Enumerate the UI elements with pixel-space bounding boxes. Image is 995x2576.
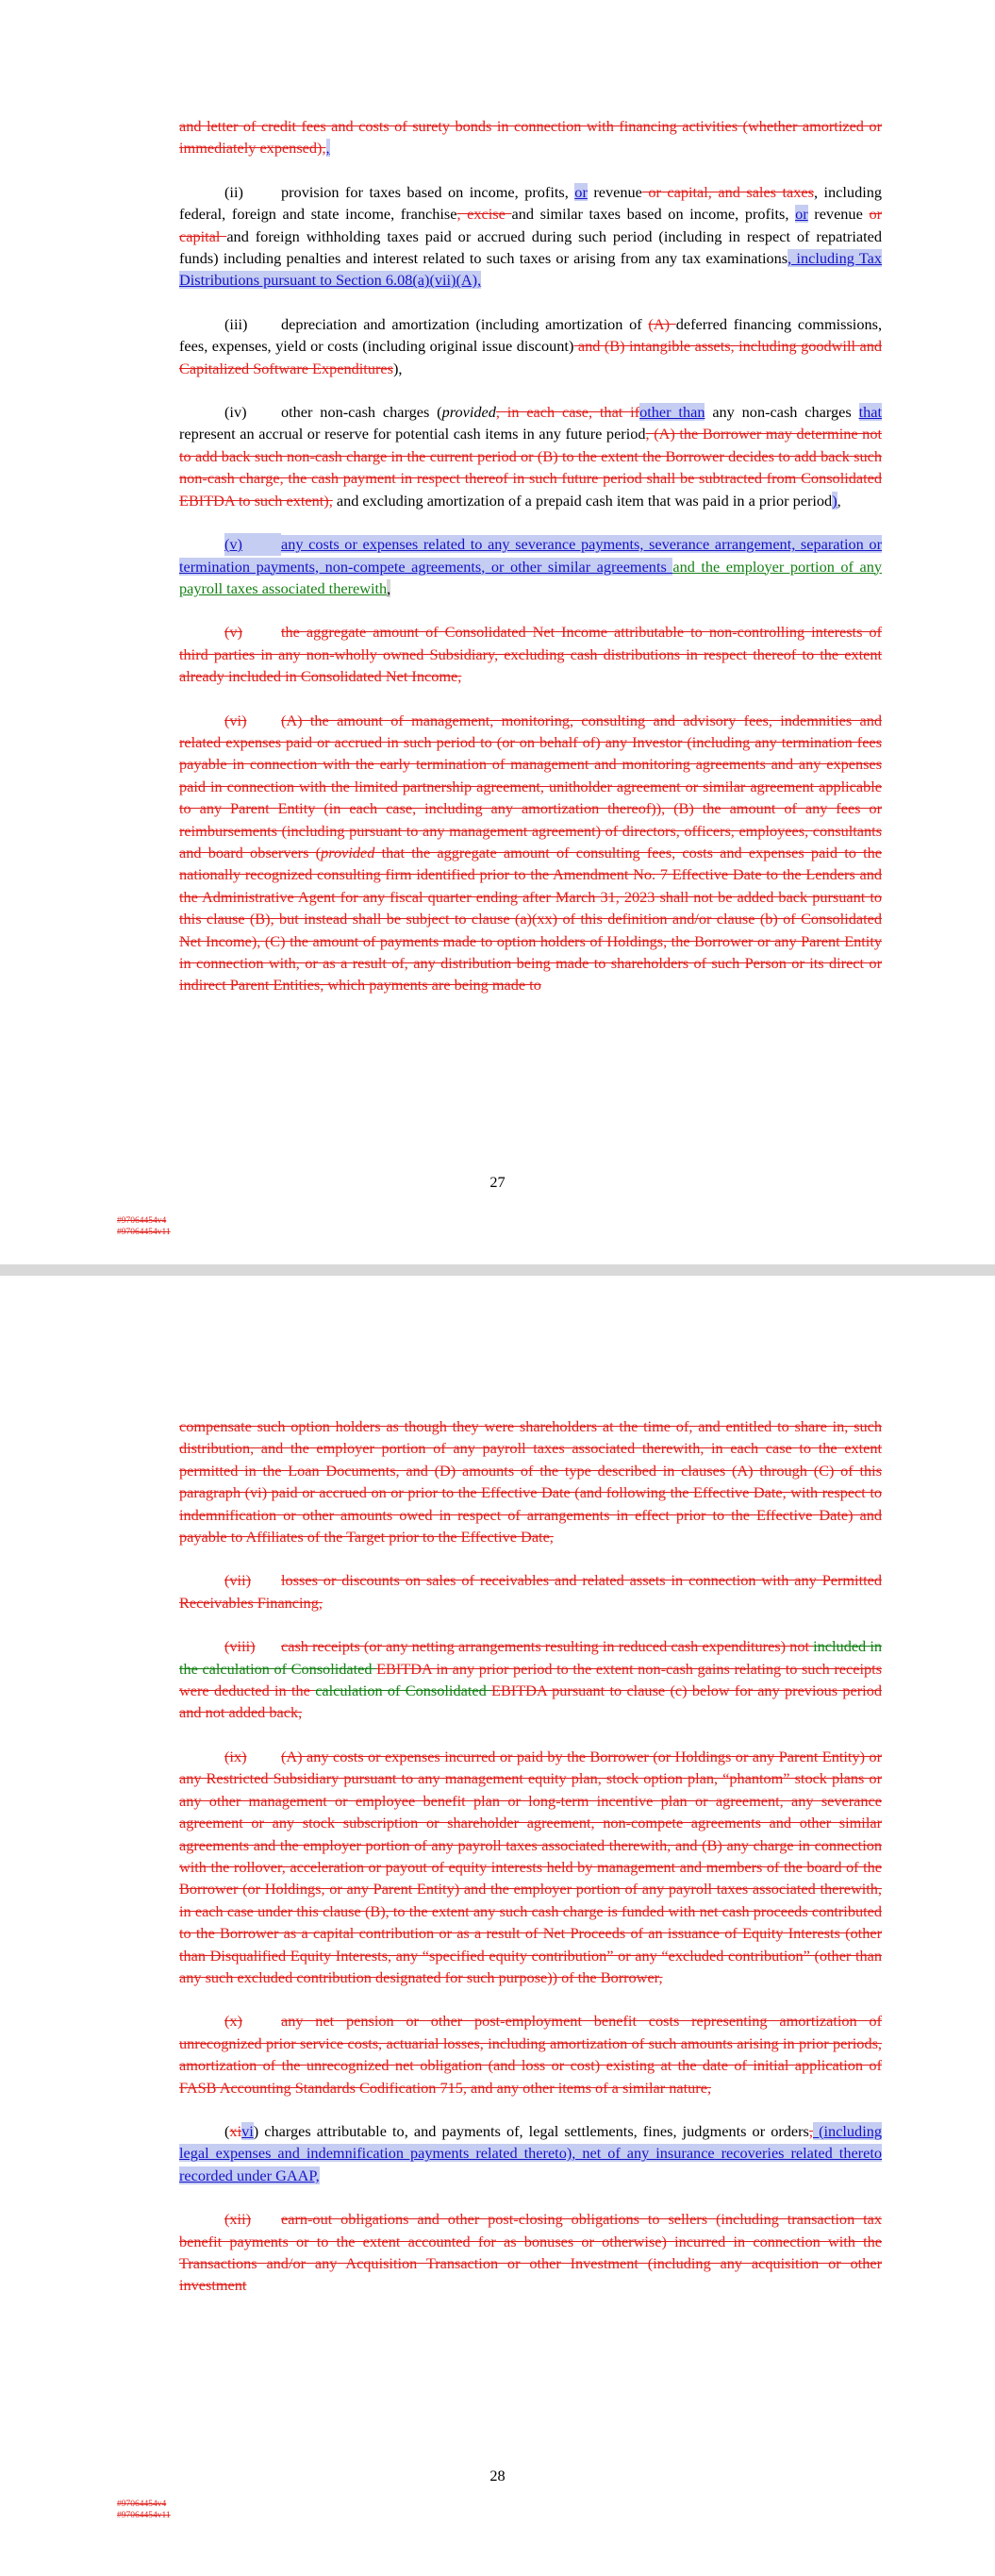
text-run: revenue — [587, 182, 642, 201]
clause-label: (v) — [224, 533, 281, 555]
deleted-text: any net pension or other post-employment benefit costs representing amortization of unrecognized prior service costs, actuarial losses, including amortization of such amounts arising in prior periods, amortization of the unrecognized net obligation (and loss or cost) existing at the date of initial application of FASB Accounting Standards Codification 715, and any other items of a similar nature, — [179, 2012, 882, 2097]
moved-text: and the employer portion of any payroll taxes associated therewith — [179, 557, 882, 597]
clause-label: (xii) — [224, 2210, 252, 2229]
clause-label: (iv) — [224, 403, 247, 422]
deleted-text: losses or discounts on sales of receivables and related assets in connection with any Permitted Receivables Financing, — [179, 1571, 882, 1612]
inserted-text: that — [858, 403, 882, 422]
inserted-text: other than — [639, 403, 705, 422]
text-run: and foreign withholding taxes paid or accrued during such period (including in respect of repatriated funds) including penalties and interest related to such taxes or arising from any tax examinations — [179, 226, 882, 268]
inserted-text: or — [574, 182, 588, 201]
doc-id-old: #97064454v4 — [117, 1216, 167, 1226]
deleted-text: , — [808, 2121, 813, 2140]
text-run: other non-cash charges ( — [281, 403, 442, 422]
clause-label: (ix) — [224, 1747, 247, 1765]
deleted-text: cash receipts (or any netting arrangements resulting in reduced cash expenditures) not — [281, 1637, 814, 1656]
text-run: ), — [392, 359, 403, 377]
page-27-body — [179, 115, 882, 1018]
deleted-text: EBITDA in any prior period to the extent non-cash gains relating to such receipts were deducted in the — [179, 1659, 883, 1700]
paragraph-v-inserted — [179, 533, 882, 599]
deleted-text: EBITDA pursuant to clause (c) below for any previous period and not added back, — [179, 1681, 882, 1722]
deleted-text: compensate such option holders as though they were shareholders at the time of, and entitled to share in, such distribution, and the employer portion of any payroll taxes associated therewith, in each case to the extent permitted in the Loan Documents, and (D) amounts of the type described in clauses (A) through (C) of this paragraph (vi) paid or accrued on or prior to the Effective Date (and following the Effective Date, with respect to indemnification or other amounts owed in respect of arrangements in effect prior to the Effective Date) and payable to Affiliates of the Target prior to the Effective Date, — [179, 1417, 882, 1547]
deleted-text: , excise — [456, 205, 512, 224]
doc-id-old: #97064454v4 — [117, 2500, 167, 2509]
text-run: provision for taxes based on income, profits, — [281, 182, 575, 201]
text-run: and excluding amortization of a prepaid cash item that was paid in a prior period — [332, 491, 833, 510]
deleted-text: and (B) intangible assets, including goodwill and Capitalized Software Expenditures — [179, 337, 882, 377]
text-run: any non-cash charges — [705, 403, 859, 422]
deleted-text: the aggregate amount of Consolidated Net Income attributable to non-controlling interests of third parties in any non-wholly owned Subsidiary, excluding cash distributions in respect thereof to the extent already included in Consolidated Net Income, — [179, 623, 882, 686]
clause-label: (ii) — [224, 182, 243, 201]
deleted-text: calculation of Consolidated — [315, 1681, 492, 1700]
text-run: and similar taxes based on income, profits, — [511, 205, 796, 224]
inserted-text: , — [325, 139, 330, 158]
text-run: , — [837, 491, 841, 510]
document-id-footer — [117, 2499, 171, 2521]
text-run: charges attributable to, and payments of, legal settlements, fines, judgments or orders — [258, 2121, 809, 2140]
deleted-text: , (A) the Borrower may determine not to add back such non-cash charge in the current period or (B) to the extent the Borrower decides to add back such non-cash charge, the cash payment in respect thereof in such future period shall be subtracted from Consolidated EBITDA to such extent), — [179, 425, 882, 510]
page-28-body — [179, 1415, 882, 2318]
text-run: revenue — [807, 205, 870, 224]
clause-label: (x) — [224, 2012, 242, 2031]
doc-id-new: #97064454v11 — [117, 2511, 171, 2520]
paragraph-iii — [179, 313, 882, 379]
clause-label: (vi) — [224, 711, 247, 729]
paragraph-v-deleted — [179, 621, 882, 687]
deleted-text: or capital — [179, 205, 883, 245]
inserted-text: ) — [832, 491, 837, 510]
document-page-28 — [0, 1276, 995, 2576]
inserted-text: , including Tax Distributions pursuant to Section 6.08(a)(vii)(A), — [179, 249, 883, 290]
page-number: 27 — [489, 1173, 506, 1191]
inserted-text: (including legal expenses and indemnification payments related thereto), net of any insurance recoveries related thereto recorded under GAAP, — [179, 2121, 882, 2184]
document-id-footer — [117, 1215, 171, 1238]
deleted-text: provided — [321, 843, 375, 861]
clause-label: (viii) — [224, 1637, 256, 1656]
paragraph-vi-deleted — [179, 710, 882, 996]
text-run: provided — [441, 403, 496, 422]
doc-id-new: #97064454v11 — [117, 1228, 171, 1237]
clause-label: (xivi) — [224, 2121, 259, 2140]
deleted-text: , in each case, that if — [495, 403, 640, 422]
text-run: , including federal, foreign and state income, franchise — [179, 182, 883, 224]
deleted-text: that the aggregate amount of consulting fees, costs and expenses paid to the nationally recognized consulting firm identified prior to the Amendment No. 7 Effective Date to the Lenders and the Administrative Agent for any fiscal quarter ending after March 31, 2023 shall not be added back pursuant to this clause (B), but instead shall be subject to clause (a)(xx) of this definition and/or clause (b) of Consolidated Net Income), (C) the amount of payments made to option holders of Holdings, the Borrower or any Parent Entity in connection with, or as a result of, any distribution being made to shareholders of such Person or its direct or indirect Parent Entities, which payments are being made to — [179, 843, 882, 995]
text-run: , — [387, 578, 391, 597]
text-run: deferred financing commissions, fees, expenses, yield or costs (including original issue discount) — [179, 314, 883, 356]
clause-label: (iii) — [224, 314, 248, 333]
paragraph-vii-deleted — [179, 1569, 882, 1614]
text-run: represent an accrual or reserve for potential cash items in any future period — [179, 425, 646, 443]
deleted-text: or capital, and sales taxes — [641, 182, 814, 201]
clause-label: (v) — [224, 623, 242, 642]
paragraph-ii — [179, 181, 882, 292]
deleted-text: (A) the amount of management, monitoring, consulting and advisory fees, indemnities and related expenses paid or accrued in such period to (or on behalf of) any Investor (including any termination fees payable in connection with the early termination of management and monitoring agreements and any expenses paid in connection with the limited partnership agreement, unitholder agreement or similar agreement applicable to any Parent Entity (in each case, including any amortization thereof)), (B) the amount of any fees or reimbursements (including pursuant to any management agreement) of directors, officers, employees, consultants and board observers ( — [179, 711, 882, 861]
paragraph-x-deleted — [179, 2010, 882, 2099]
paragraph-viii-deleted — [179, 1635, 882, 1724]
deleted-text: (A) any costs or expenses incurred or paid by the Borrower (or Holdings or any Parent Entity) or any Restricted Subsidiary pursuant to any management equity plan, stock option plan, “phantom” stock plans or any other management or employee benefit plan or long-term incentive plan or agreement, any severance agreement or any stock subscription or shareholder agreement, non-compete agreements and other similar agreements and the employer portion of any payroll taxes associated therewith, and (B) any charge in connection with the rollover, acceleration or payout of equity interests held by management and members of the board of the Borrower (or Holdings, or any Parent Entity) and the employer portion of any payroll taxes associated therewith, in each case under this clause (B), to the extent any such cash charge is funded with net cash proceeds contributed to the Borrower as a capital contribution or as a result of Net Proceeds of an issuance of Equity Interests (other than Disqualified Equity Interests, any “specified equity contribution” or any “excluded contribution” (other than any such excluded contribution designated for such purpose)) of the Borrower, — [179, 1747, 882, 1986]
paragraph-vi-continuation — [179, 1415, 882, 1547]
paragraph-xii-deleted — [179, 2208, 882, 2297]
deleted-text: included in the calculation of Consolidated — [179, 1637, 883, 1678]
paragraph-iv — [179, 401, 882, 511]
deleted-text: earn-out obligations and other post-closing obligations to sellers (including transaction tax benefit payments or to the extent accounted for as bonuses or otherwise) incurred in connection with the Transactions and/or any Acquisition Transaction or other Investment (including any acquisition or other investment — [179, 2210, 882, 2295]
inserted-text: or — [795, 205, 808, 224]
paragraph-continuation — [179, 115, 882, 159]
inserted-text: any costs or expenses related to any severance payments, severance arrangement, separation or termination payments, non-compete agreements, or other similar agreements — [179, 535, 882, 576]
page-number: 28 — [489, 2467, 506, 2484]
deleted-text: and letter of credit fees and costs of surety bonds in connection with financing activities (whether amortized or immediately expensed), — [179, 117, 882, 158]
document-page-27 — [0, 0, 995, 1264]
deleted-text: (A) — [648, 314, 676, 333]
paragraph-ix-deleted — [179, 1746, 882, 1988]
text-run: depreciation and amortization (including amortization of — [281, 314, 649, 333]
paragraph-xi — [179, 2120, 882, 2186]
clause-label: (vii) — [224, 1571, 252, 1590]
